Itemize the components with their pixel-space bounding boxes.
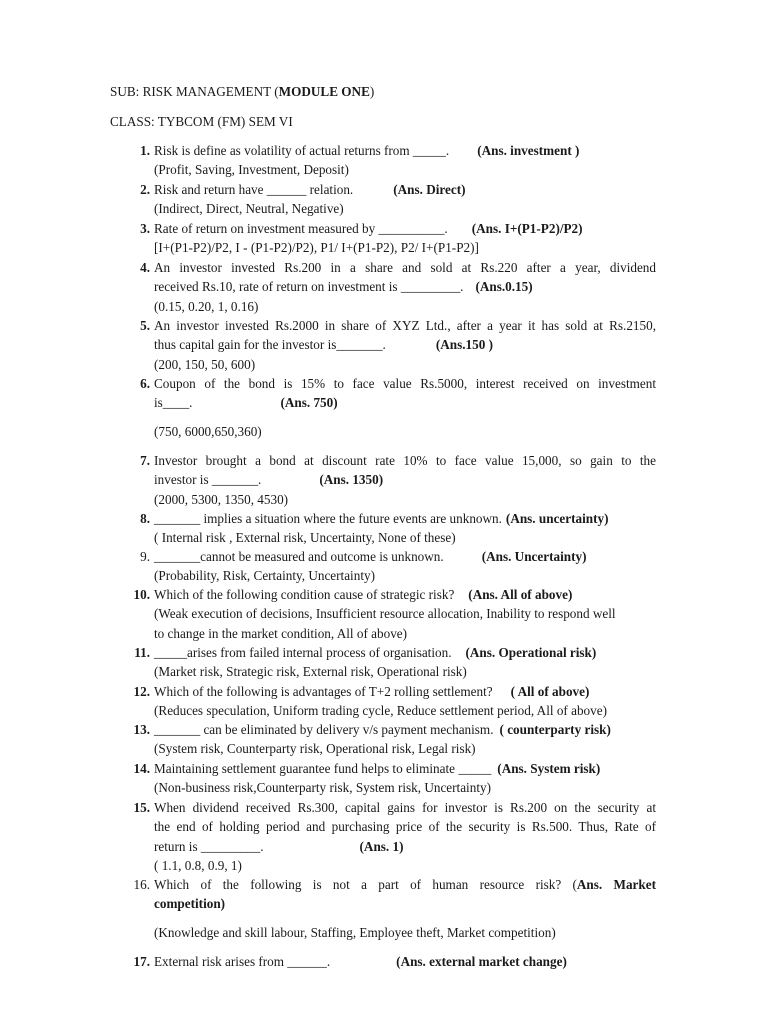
question-number: 17. [133, 954, 150, 969]
question-number: 7. [140, 453, 150, 468]
question-number: 4. [140, 260, 150, 275]
answer: (Ans. 1350) [319, 472, 384, 488]
options: (System risk, Counterparty risk, Operational risk, Legal risk) [154, 741, 476, 757]
question-number: 6. [140, 376, 150, 391]
answer: (Ans.0.15) [475, 279, 533, 295]
answer: (Ans. Operational risk) [465, 645, 597, 660]
options: [I+(P1-P2)/P2, I - (P1-P2)/P2), P1/ I+(P1-P2), P2/ I+(P1-P2)] [154, 240, 479, 256]
question-text: _______ implies a situation where the future events are unknown. [154, 511, 502, 526]
question-text: _______ can be eliminated by delivery v/s payment mechanism. [154, 722, 494, 737]
module-label: MODULE ONE [278, 84, 370, 99]
answer: (Ans. System risk) [497, 761, 601, 776]
question-number: 9. [140, 549, 150, 564]
question-text-cont: return is _________. [154, 838, 264, 854]
answer: (Ans. external market change) [396, 954, 567, 969]
subject-suffix: ) [369, 84, 375, 99]
options: (Profit, Saving, Investment, Deposit) [154, 162, 349, 178]
options: (750, 6000,650,360) [154, 423, 262, 439]
options: (Probability, Risk, Certainty, Uncertainty) [154, 568, 375, 584]
question-text: Which of the following condition cause of strategic risk? [154, 587, 455, 602]
answer-cont: competition) [154, 896, 226, 912]
question-text-cont: the end of holding period and purchasing price of the security is Rs.500. Thus, Rate of [154, 819, 656, 835]
options: (200, 150, 50, 600) [154, 356, 256, 372]
options: (Market risk, Strategic risk, External risk, Operational risk) [154, 664, 467, 680]
question-number: 10. [133, 587, 150, 602]
question-number: 16. [133, 877, 150, 892]
question-number: 12. [133, 684, 150, 699]
question-text-cont: thus capital gain for the investor is_______. [154, 337, 386, 353]
options: ( Internal risk , External risk, Uncertainty, None of these) [154, 530, 456, 546]
answer: (Ans. Uncertainty) [481, 549, 587, 564]
answer: (Ans. investment ) [477, 143, 580, 158]
question-number: 8. [140, 511, 150, 526]
answer: (Ans. I+(P1-P2)/P2) [471, 221, 583, 236]
class-heading: CLASS: TYBCOM (FM) SEM VI [110, 114, 293, 129]
subject-heading [110, 82, 374, 101]
question-text: Risk is define as volatility of actual returns from _____. [154, 143, 450, 158]
options: (0.15, 0.20, 1, 0.16) [154, 298, 259, 314]
answer: (Ans. Direct) [393, 182, 466, 197]
options: (Non-business risk,Counterparty risk, System risk, Uncertainty) [154, 780, 491, 796]
question-text: An investor invested Rs.200 in a share and sold at Rs.220 after a year, dividend [154, 260, 656, 275]
question-number: 3. [140, 221, 150, 236]
question-number: 13. [133, 722, 150, 737]
options: (Weak execution of decisions, Insufficient resource allocation, Inability to respond well [154, 606, 616, 622]
answer: (Ans. 1) [359, 838, 404, 854]
answer: (Ans. uncertainty) [505, 511, 609, 526]
question-text: Risk and return have ______ relation. [154, 182, 354, 197]
answer: ( All of above) [510, 684, 590, 699]
question-text: Rate of return on investment measured by __________. [154, 221, 448, 236]
question-number: 14. [133, 761, 150, 776]
subject-prefix: SUB: RISK MANAGEMENT ( [110, 84, 279, 99]
question-text-cont: is____. [154, 395, 193, 411]
question-text-cont: investor is _______. [154, 472, 262, 488]
options: (Reduces speculation, Uniform trading cycle, Reduce settlement period, All of above) [154, 703, 607, 719]
question-text: Which of the following is advantages of T+2 rolling settlement? [154, 684, 493, 699]
answer: Ans. Market [576, 877, 656, 892]
answer: ( counterparty risk) [499, 722, 611, 737]
question-text: Which of the following is not a part of human resource risk? ( [154, 877, 577, 892]
answer: (Ans. 750) [280, 395, 338, 411]
question-text-cont: received Rs.10, rate of return on investment is _________. [154, 279, 464, 295]
options: (Indirect, Direct, Neutral, Negative) [154, 201, 344, 217]
options: ( 1.1, 0.8, 0.9, 1) [154, 858, 242, 874]
options: (Knowledge and skill labour, Staffing, Employee theft, Market competition) [154, 924, 556, 940]
question-text: _______cannot be measured and outcome is unknown. [154, 549, 444, 564]
question-text: External risk arises from ______. [154, 954, 331, 969]
question-text: Maintaining settlement guarantee fund helps to eliminate _____ [154, 761, 492, 776]
question-text: An investor invested Rs.2000 in share of XYZ Ltd., after a year it has sold at Rs.2150, [154, 318, 656, 333]
question-number: 15. [133, 800, 150, 815]
question-text: _____arises from failed internal process of organisation. [154, 645, 452, 660]
options: (2000, 5300, 1350, 4530) [154, 491, 289, 507]
question-number: 11. [134, 645, 150, 660]
answer: (Ans. All of above) [468, 587, 573, 602]
question-number: 2. [140, 182, 150, 197]
question-text: Coupon of the bond is 15% to face value Rs.5000, interest received on investment [154, 376, 656, 391]
options-cont: to change in the market condition, All of above) [154, 625, 408, 641]
answer: (Ans.150 ) [435, 337, 493, 353]
question-number: 1. [140, 143, 150, 158]
question-number: 5. [140, 318, 150, 333]
question-text: Investor brought a bond at discount rate 10% to face value 15,000, so gain to the [154, 453, 656, 468]
question-text: When dividend received Rs.300, capital gains for investor is Rs.200 on the security at [154, 800, 656, 815]
